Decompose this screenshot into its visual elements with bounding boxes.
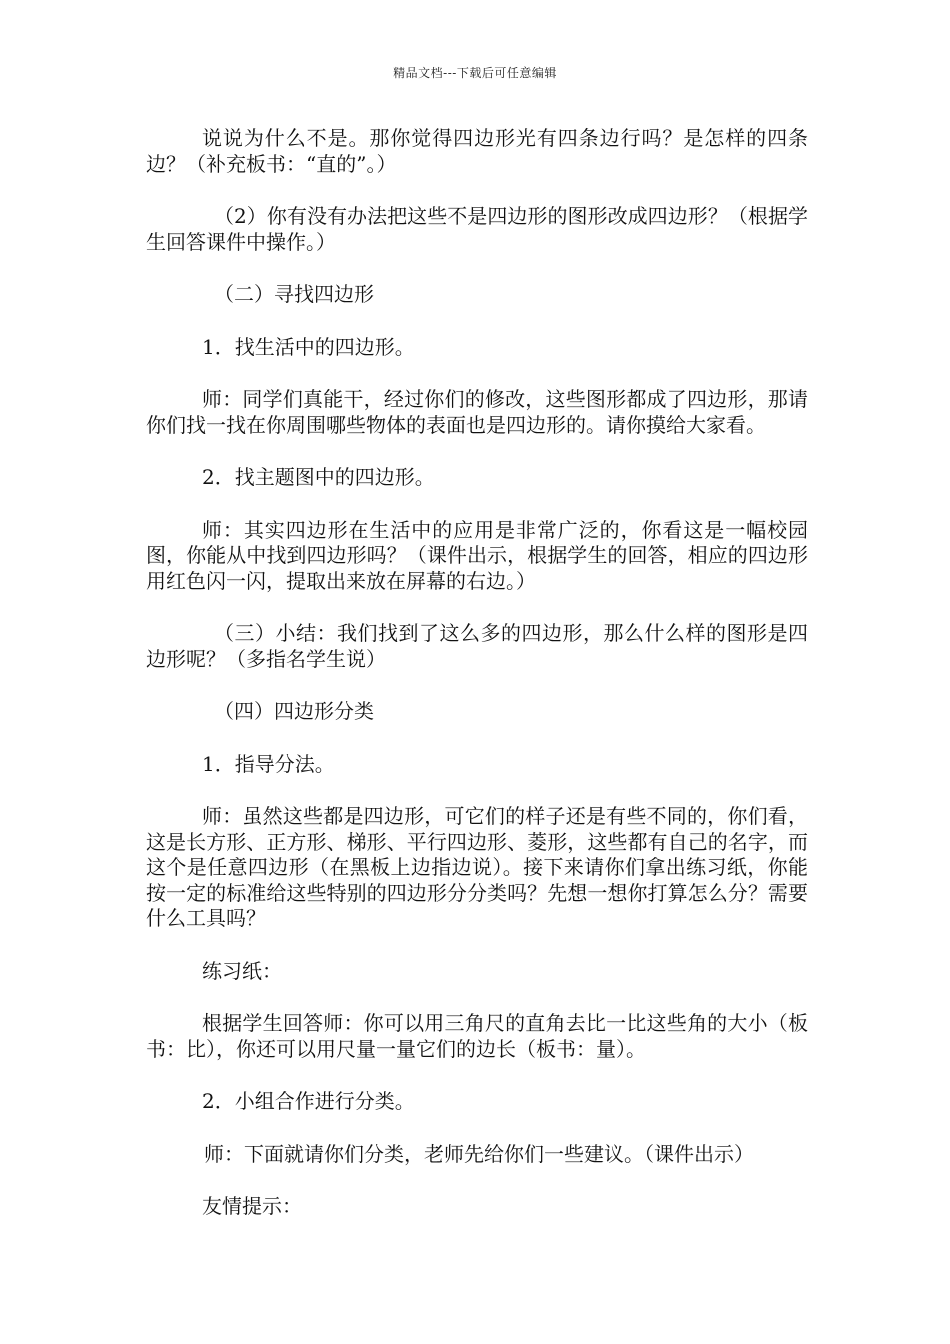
paragraph-13: 根据学生回答师：你可以用三角尺的直角去比一比这些角的大小（板书：比），你还可以用尺量一量它们的边长（板书：量）。 <box>146 1011 808 1061</box>
section-heading-classification: （四）四边形分类 <box>214 699 374 723</box>
section-heading-summary: （三）小结：我们找到了这么多的四边形，那么什么样的图形是四边形呢？（多指名学生说） <box>146 621 808 671</box>
paragraph-16: 友情提示： <box>202 1194 302 1218</box>
paragraph-15: 师：下面就请你们分类，老师先给你们一些建议。（课件出示） <box>204 1141 754 1166</box>
paragraph-1: 说说为什么不是。那你觉得四边形光有四条边行吗？是怎样的四条边？（补充板书：“直的”。） <box>146 126 808 176</box>
paragraph-12: 练习纸： <box>202 958 282 983</box>
paragraph-11: 师：虽然这些都是四边形，可它们的样子还是有些不同的，你们看，这是长方形、正方形、梯形、平行四边形、菱形，这些都有自己的名字，而这个是任意四边形（在黑板上边指边说）。接下来请你们拿出练习纸，你能按一定的标准给这些特别的四边形分分类吗？先想一想你打算怎么分？需要什么工具吗？ <box>146 804 808 930</box>
paragraph-2: （2）你有没有办法把这些不是四边形的图形改成四边形？（根据学生回答课件中操作。） <box>146 204 808 254</box>
section-heading-find-quadrilaterals: （二）寻找四边形 <box>214 282 374 306</box>
page-header: 精品文档---下载后可任意编辑 <box>393 66 557 80</box>
paragraph-7: 师：其实四边形在生活中的应用是非常广泛的，你看这是一幅校园图，你能从中找到四边形吗？（课件出示，根据学生的回答，相应的四边形用红色闪一闪，提取出来放在屏幕的右边。） <box>146 517 808 593</box>
paragraph-10: 1．指导分法。 <box>202 751 335 776</box>
paragraph-5: 师：同学们真能干，经过你们的修改，这些图形都成了四边形，那请你们找一找在你周围哪些物体的表面也是四边形的。请你摸给大家看。 <box>146 387 808 437</box>
document-body <box>146 126 808 1247</box>
paragraph-6: 2．找主题图中的四边形。 <box>202 465 435 489</box>
paragraph-14: 2．小组合作进行分类。 <box>202 1089 415 1113</box>
paragraph-4: 1．找生活中的四边形。 <box>202 334 415 359</box>
